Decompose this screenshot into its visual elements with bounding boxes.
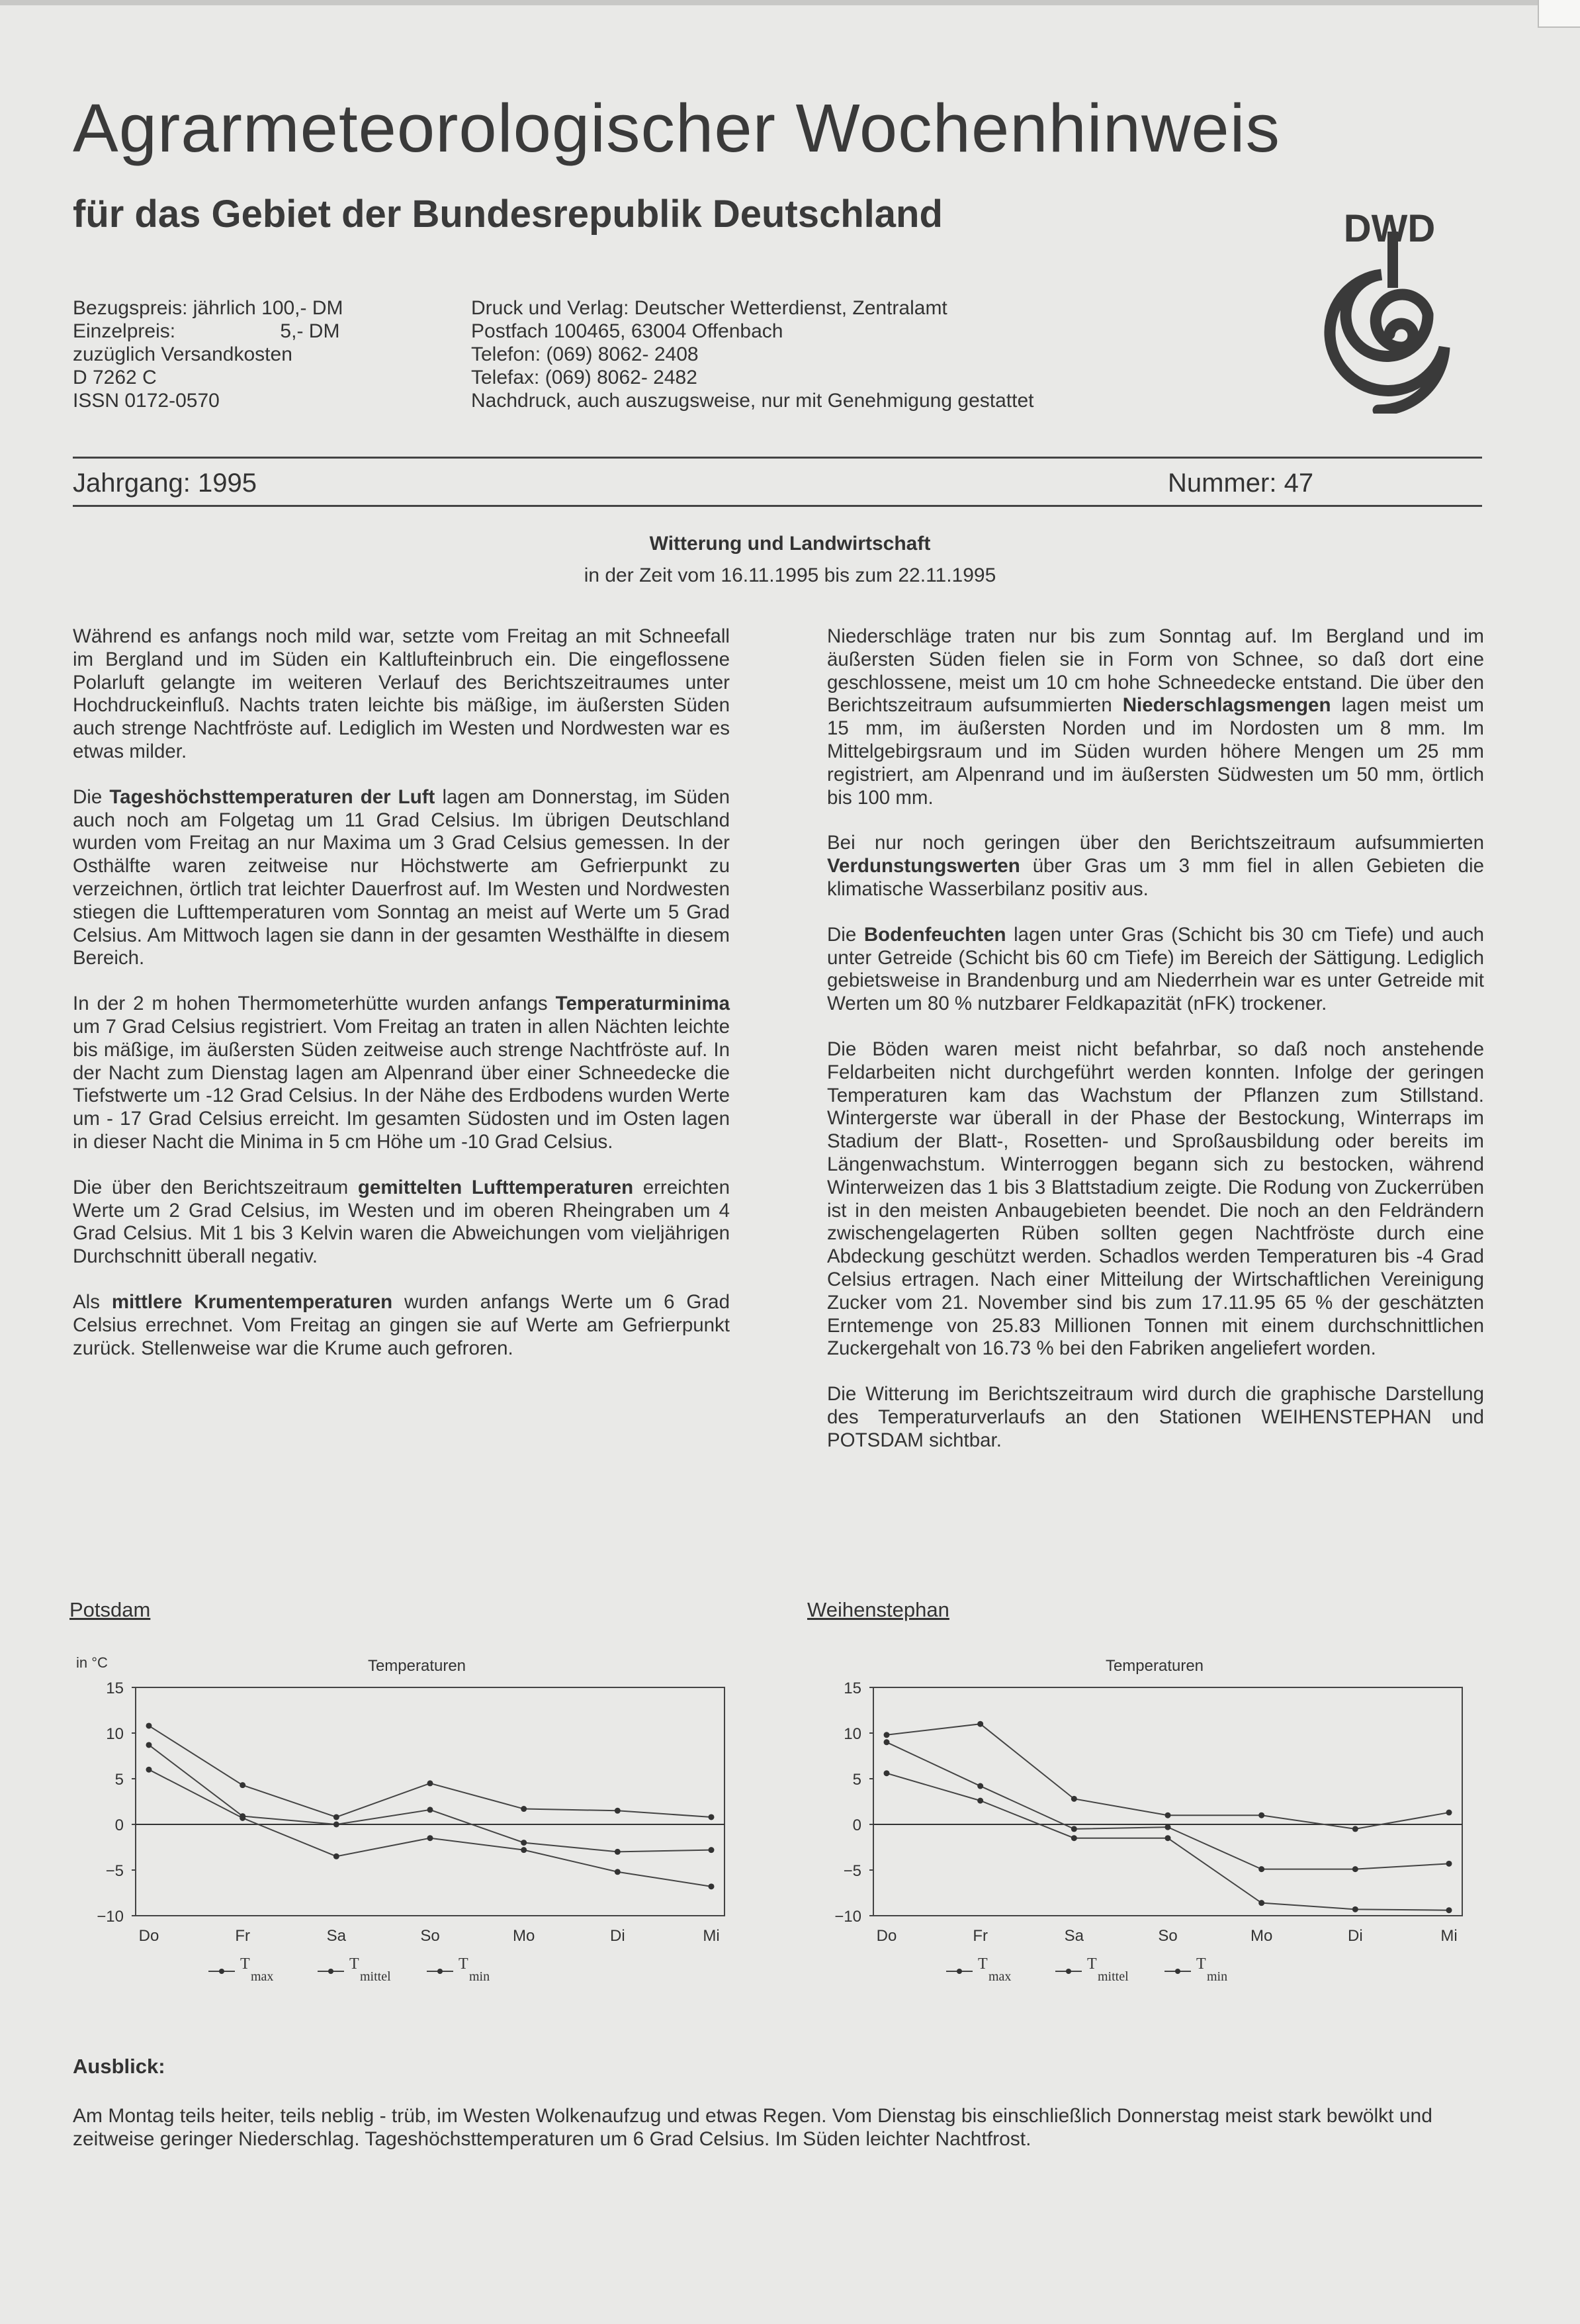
x-tick-label: Di (1347, 1927, 1363, 1945)
data-point (521, 1847, 527, 1853)
data-point (427, 1807, 433, 1812)
x-tick-label: Do (876, 1927, 897, 1945)
paragraph: Während es anfangs noch mild war, setzte vom Freitag an mit Schneefall im Bergland und im Süden ein Kaltlufteinbruch ein. Die eingeflossene Polarluft gelangte im weiteren Verlauf des Berichtszeitraumes unter Hochdruckeinfluß. Nachts traten leichte bis mäßige, im äußersten Süden auch strenge Nachtfröste auf. Lediglich im Westen und Nordwesten war es etwas milder. (73, 625, 730, 762)
data-point (977, 1783, 983, 1789)
chart-title-potsdam: Potsdam (69, 1598, 151, 1621)
series-line-t-mittel (887, 1742, 1449, 1869)
data-point (1446, 1907, 1452, 1913)
legend-marker (1175, 1969, 1180, 1974)
issue-number: Nummer: 47 (1168, 469, 1314, 498)
y-tick-label: 0 (114, 1816, 124, 1834)
page-title: Agrarmeteorologischer Wochenhinweis (73, 90, 1281, 166)
data-point (884, 1732, 890, 1738)
spiral-icon-curve (1330, 275, 1444, 410)
data-point (884, 1770, 890, 1776)
data-point (1446, 1810, 1452, 1816)
paragraph: Als mittlere Krumentemperaturen wurden anfangs Werte um 6 Grad Celsius errechnet. Vom Freitag an gingen sie auf Werte am Gefrierpunkt zurück. Stellenweise war die Krume auch gefroren. (73, 1290, 730, 1359)
y-tick-label: 5 (114, 1771, 124, 1789)
legend-label-sub: min (469, 1969, 490, 1984)
legend-label: T (1087, 1955, 1097, 1973)
data-point (333, 1854, 339, 1859)
paragraph: Die über den Berichtszeitraum gemittelten Lufttemperaturen erreichten Werte um 2 Grad Celsius, im Westen und im oberen Rheingraben um 4 Grad Celsius. Mit 1 bis 3 Kelvin waren die Abweichungen vom vieljährigen Durchschnitt überall negativ. (73, 1176, 730, 1268)
data-point (146, 1722, 152, 1728)
legend-marker (219, 1969, 224, 1974)
scan-edge (0, 0, 1580, 5)
data-point (977, 1798, 983, 1804)
series-line-t-max (149, 1726, 711, 1817)
weihenstephan-temperature-chart (801, 1651, 1489, 1995)
chart-title-weihenstephan: Weihenstephan (807, 1598, 949, 1621)
y-tick-label: 15 (844, 1679, 861, 1697)
data-point (1258, 1900, 1264, 1906)
data-point (1446, 1861, 1452, 1867)
data-point (146, 1742, 152, 1748)
legend-marker (437, 1969, 443, 1974)
outlook-heading: Ausblick: (73, 2055, 165, 2078)
paragraph: Die Bodenfeuchten lagen unter Gras (Schicht bis 30 cm Tiefe) und auch unter Getreide (Schicht bis 60 cm Tiefe) im Bereich der Sättigung. Lediglich gebietsweise in Brandenburg und am Niederrhein war es unter Getreide mit Werten um 80 % nutzbarer Feldkapazität (nFK) trockener. (827, 923, 1484, 1015)
data-point (1352, 1826, 1358, 1832)
x-tick-label: Mo (1250, 1927, 1273, 1945)
y-tick-label: −5 (105, 1862, 124, 1880)
right-column (827, 625, 1484, 1475)
plot-frame (873, 1687, 1462, 1916)
data-point (884, 1739, 890, 1745)
data-point (240, 1782, 245, 1788)
legend-label: T (459, 1955, 468, 1973)
y-tick-label: 15 (106, 1679, 124, 1697)
publisher-line: Nachdruck, auch auszugsweise, nur mit Genehmigung gestattet (471, 390, 1034, 412)
y-tick-label: −10 (834, 1908, 861, 1926)
paragraph: In der 2 m hohen Thermometerhütte wurden anfangs Temperaturminima um 7 Grad Celsius registriert. Vom Freitag an traten in allen Nächten leichte bis mäßige, im äußersten Süden zeitweise auch strenge Nachtfröste auf. In der Nacht zum Dienstag lagen am Alpenrand über einer Schneedecke die Tiefstwerte um -12 Grad Celsius. In der Nähe des Erdbodens wurden Werte um - 17 Grad Celsius erreicht. Im gesamten Südosten und im Osten lagen in dieser Nacht die Minima in 5 cm Höhe um -10 Grad Celsius. (73, 993, 730, 1153)
y-tick-label: 10 (844, 1725, 861, 1743)
data-point (333, 1822, 339, 1828)
y-tick-label: −10 (97, 1908, 124, 1926)
y-tick-label: 10 (106, 1725, 124, 1743)
data-point (709, 1883, 715, 1889)
outlook-text: Am Montag teils heiter, teils neblig - trüb, im Westen Wolkenaufzug und etwas Regen. Vom Dienstag bis einschließlich Donnerstag meist stark bewölkt und zeitweise geringer Niederschlag. Tageshöchsttemperaturen um 6 Grad Celsius. Im Süden leichter Nachtfrost. (73, 2105, 1432, 2150)
data-point (427, 1780, 433, 1786)
data-point (615, 1869, 621, 1875)
x-tick-label: Mo (512, 1927, 535, 1945)
section-period: in der Zeit vom 16.11.1995 bis zum 22.11.1995 (584, 564, 996, 586)
data-point (615, 1808, 621, 1814)
page-subtitle: für das Gebiet der Bundesrepublik Deutschland (73, 193, 943, 236)
legend-label: T (978, 1955, 988, 1973)
publisher-info (471, 296, 1033, 412)
left-column (73, 625, 730, 1382)
legend-label-sub: max (988, 1969, 1012, 1984)
data-point (1258, 1812, 1264, 1818)
data-point (521, 1840, 527, 1846)
data-point (1165, 1812, 1171, 1818)
y-axis-label: in °C (76, 1654, 108, 1671)
data-point (1071, 1796, 1077, 1802)
publisher-line: Telefax: (069) 8062- 2482 (471, 367, 697, 388)
pricing-line: ISSN 0172-0570 (73, 390, 220, 412)
data-point (427, 1835, 433, 1841)
legend-label: T (1196, 1955, 1206, 1973)
pricing-info (73, 296, 343, 412)
legend-marker (328, 1969, 333, 1974)
x-tick-label: Mi (703, 1927, 720, 1945)
publisher-line: Druck und Verlag: Deutscher Wetterdienst, Zentralamt (471, 297, 947, 319)
section-title: Witterung und Landwirtschaft (649, 533, 931, 555)
data-point (146, 1767, 152, 1773)
paragraph: Bei nur noch geringen über den Berichtszeitraum aufsummierten Verdunstungswerten über Gras um 3 mm fiel in allen Gebieten die klimatische Wasserbilanz positiv aus. (827, 832, 1484, 900)
legend-label-sub: mittel (1098, 1969, 1129, 1984)
publisher-line: Telefon: (069) 8062- 2408 (471, 343, 699, 365)
data-point (1165, 1824, 1171, 1830)
header-rule-bottom (73, 505, 1482, 507)
publisher-line: Postfach 100465, 63004 Offenbach (471, 320, 783, 342)
potsdam-temperature-chart (63, 1651, 751, 1995)
data-point (240, 1815, 245, 1821)
pricing-line: D 7262 C (73, 367, 157, 388)
data-point (1352, 1906, 1358, 1912)
data-point (615, 1849, 621, 1855)
series-line-t-min (887, 1773, 1449, 1910)
x-tick-label: Di (609, 1927, 625, 1945)
data-point (1258, 1866, 1264, 1872)
data-point (709, 1847, 715, 1853)
legend-label-sub: mittel (360, 1969, 391, 1984)
data-point (1165, 1835, 1171, 1841)
series-line-t-min (149, 1769, 711, 1887)
legend-label-sub: min (1207, 1969, 1228, 1984)
data-point (709, 1814, 715, 1820)
paragraph: Niederschläge traten nur bis zum Sonntag auf. Im Bergland und im äußersten Süden fielen sie in Form von Schnee, so daß dort eine geschlossene, meist um 10 cm hohe Schneedecke entstand. Die über den Berichtszeitraum aufsummierten Niederschlagsmengen lagen meist um 15 mm, im äußersten Norden und im Nordosten um 8 mm. Im Mittelgebirgsraum und im Süden wurden höhere Mengen um 25 mm registriert, am Alpenrand und im äußersten Südwesten um 50 mm, örtlich bis 100 mm. (827, 625, 1484, 809)
paragraph: Die Witterung im Berichtszeitraum wird durch die graphische Darstellung des Temperaturverlaufs an den Stationen WEIHENSTEPHAN und POTSDAM sichtbar. (827, 1383, 1484, 1451)
legend-label: T (240, 1955, 250, 1973)
dwd-logo (1303, 202, 1475, 414)
legend-marker (1066, 1969, 1071, 1974)
y-tick-label: 5 (852, 1771, 861, 1789)
x-tick-label: Fr (235, 1927, 250, 1945)
pricing-line: zuzüglich Versandkosten (73, 343, 292, 365)
x-tick-label: Do (138, 1927, 159, 1945)
legend-label-sub: max (251, 1969, 274, 1984)
logo-text: DWD (1343, 207, 1436, 250)
data-point (1071, 1826, 1077, 1832)
data-point (333, 1814, 339, 1820)
pricing-line: Bezugspreis: jährlich 100,- DM (73, 297, 343, 319)
scan-corner-mark (1538, 0, 1580, 28)
data-point (1071, 1835, 1077, 1841)
x-tick-label: So (1158, 1927, 1178, 1945)
chart-title: Temperaturen (1105, 1657, 1204, 1675)
paragraph: Die Böden waren meist nicht befahrbar, so daß noch anstehende Feldarbeiten nicht durchgeführt werden konnten. Infolge der geringen Temperaturen kam das Wachstum der Pflanzen zum Stillstand. Wintergerste war überall in der Phase der Bestockung, Winterraps im Stadium der Blatt-, Rosetten- und Sproßausbildung oder bereits im Längenwachstum. Winterroggen begann sich zu bestocken, während Winterweizen das 1 bis 3 Blattstadium zeigte. Die Rodung von Zuckerrüben ist in den meisten Anbaugebieten beendet. Die noch an den Feldrändern zwischengelagerten Rüben sollten gegen Nachtfröste durch eine Abdeckung geschützt werden. Schadlos werden Temperaturen bis -4 Grad Celsius ertragen. Nach einer Mitteilung der Wirtschaftlichen Vereinigung Zucker vom 21. November sind bis zum 17.11.95 65 % der geschätzten Erntemenge von 25.83 Millionen Tonnen mit einem durchschnittlichen Zuckergehalt von 16.73 % bei den Fabriken angeliefert worden. (827, 1038, 1484, 1360)
x-tick-label: Sa (1064, 1927, 1084, 1945)
x-tick-label: Fr (973, 1927, 988, 1945)
x-tick-label: So (420, 1927, 440, 1945)
data-point (1352, 1866, 1358, 1872)
issue-year: Jahrgang: 1995 (73, 469, 257, 498)
x-tick-label: Sa (326, 1927, 347, 1945)
y-tick-label: −5 (843, 1862, 861, 1880)
legend-label: T (349, 1955, 359, 1973)
legend-marker (957, 1969, 962, 1974)
pricing-line: Einzelpreis: 5,- DM (73, 320, 340, 342)
y-tick-label: 0 (852, 1816, 861, 1834)
data-point (521, 1806, 527, 1812)
chart-title: Temperaturen (367, 1657, 466, 1675)
header-rule-top (73, 457, 1482, 459)
x-tick-label: Mi (1440, 1927, 1458, 1945)
data-point (977, 1721, 983, 1727)
paragraph: Die Tageshöchsttemperaturen der Luft lagen am Donnerstag, im Süden auch noch am Folgetag um 11 Grad Celsius. Im übrigen Deutschland wurden vom Freitag an nur Maxima um 3 Grad Celsius gemessen. In der Osthälfte waren zeitweise nur Höchstwerte am Gefrierpunkt zu verzeichnen, örtlich trat leichter Dauerfrost auf. Im Westen und Nordwesten stiegen die Lufttemperaturen vom Sonntag an meist auf Werte um 5 Grad Celsius. Am Mittwoch lagen sie dann in der gesamten Westhälfte in diesem Bereich. (73, 785, 730, 969)
